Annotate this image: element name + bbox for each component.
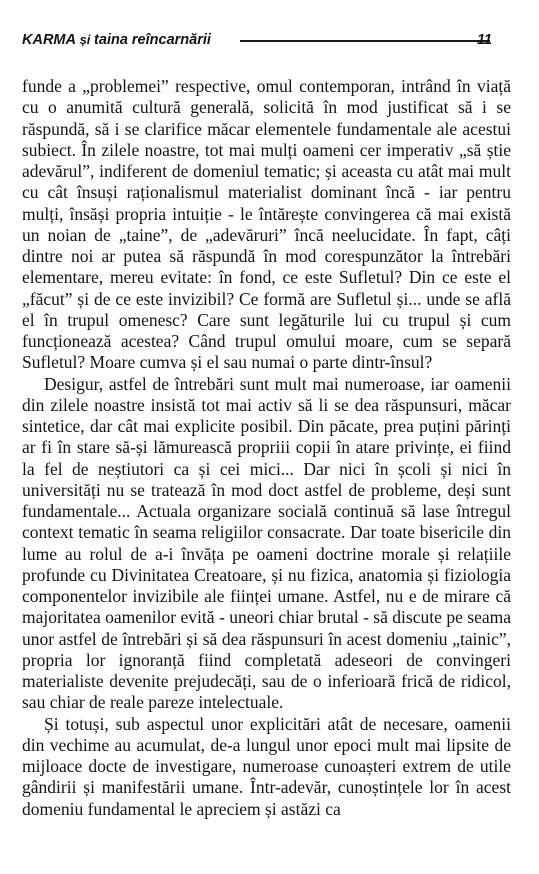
header-title-karma: KARMA [22,32,76,48]
paragraph: funde a „problemei” respective, omul contemporan, intrând în viață cu o anumită cultură generală, solicită în mod justificat să i se răspundă, să i se clarifice măcar elementele fundamentale ale acestui subiect. În zilele noastre, tot mai mulți oameni cer imperativ „să știe adevărul”, indiferent de domeniul tematic; și aceasta cu atât mai mult cu cât însuși raționalismul materialist dominant încă - iar pentru mulți, însăși propria intuiție - le întărește convingerea că mai există un noian de „taine”, de „adevăruri” încă neelucidate. În fapt, câți dintre noi ar putea să răspundă în mod corespunzător la întrebări elementare, mereu evitate: în fond, ce este Sufletul? Din ce este el „făcut” și de ce este invizibil? Ce formă are Sufletul și... unde se află el în trupul omenesc? Care sunt legăturile lui cu trupul și cum funcționează acestea? Când trupul omului moare, cum se separă Sufletul? Moare cumva și el sau numai o parte dintr-însul? [22,76,511,373]
running-header [22,31,502,51]
paragraph: Desigur, astfel de întrebări sunt mult mai numeroase, iar oamenii din zilele noastre insistă tot mai activ să li se dea răspunsuri, măcar sintetice, dar cât mai explicite posibil. Din păcate, prea puțini părinți ar fi în stare să-și lămurească propriii copii în atare privințe, ei fiind la fel de neștiutori ca și cei mici... Dar nici în școli și nici în universități nu se tratează în mod doct astfel de probleme, deși sunt fundamentale... Actuala organizare socială continuă să lase întregul context tematic în seama religiilor consacrate. Dar toate bisericile din lume au rolul de a-i învăța pe oameni doctrine morale și relațiile profunde cu Divinitatea Creatoare, și nu fizica, anatomia și fiziologia componentelor invizibile ale ființei umane. Astfel, nu e de mirare că majoritatea oamenilor evită - uneori chiar brutal - să discute pe seama unor astfel de întrebări și să dea răspunsuri în acest domeniu „tainic”, propria lor ignoranță fiind completată adeseori de convingeri materialiste devenite prejudecăți, sau de o inferioară frică de ridicol, sau chiar de reale pareze intelectuale. [22,373,511,713]
body-text [22,76,511,820]
header-title-rest: taina reîncarnării [94,32,211,48]
running-header-title [22,31,211,49]
page-number: 11 [476,32,492,48]
header-title-conjunction: și [75,32,95,47]
paragraph: Și totuși, sub aspectul unor explicitări atât de necesare, oamenii din vechime au acumulat, de-a lungul unor epoci mult mai lipsite de mijloace docte de investigare, numeroase cunoașteri extrem de utile gândirii și manifestării umane. Într-adevăr, cunoștințele lor în acest domeniu fundamental le apreciem și astăzi ca [22,713,511,819]
header-rule [240,40,490,42]
